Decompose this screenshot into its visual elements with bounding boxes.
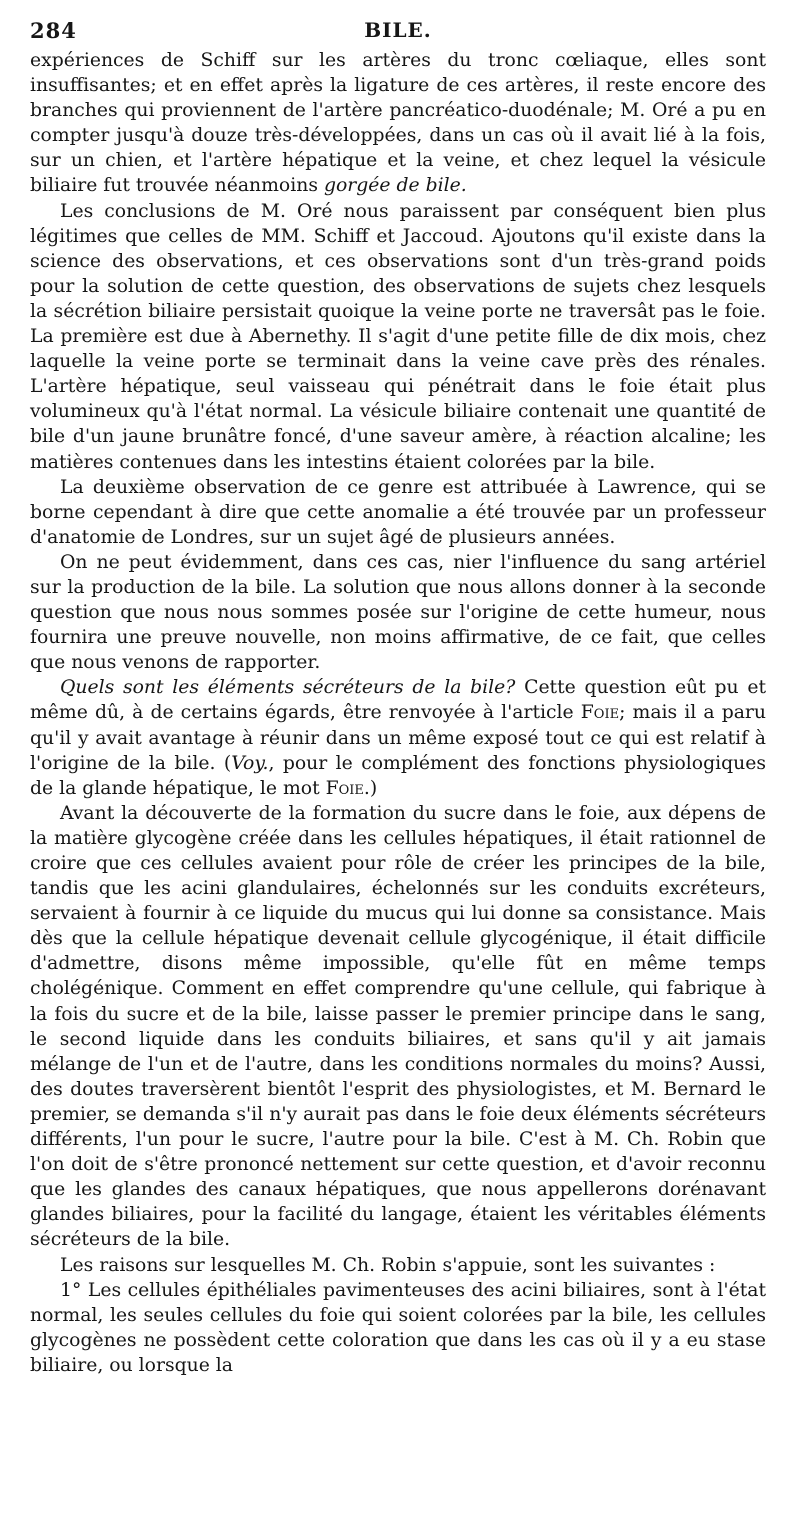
paragraph <box>30 475 766 550</box>
paragraph <box>30 1278 766 1378</box>
small-caps-text: Foie <box>325 777 364 799</box>
text-run: La deuxième observation de ce genre est attribuée à Lawrence, qui se borne cependant à dire que cette anomalie a été trouvée par un professeur d'anatomie de Londres, sur un sujet âgé de plusieurs années. <box>30 476 766 548</box>
text-run: ; mais il a paru qu'il y avait avantage à réunir dans un même exposé tout ce qui est relatif à l'origine de la bile. ( <box>30 702 766 774</box>
running-title: BILE. <box>364 18 432 42</box>
paragraph <box>30 675 766 800</box>
italic-text: Voy. <box>231 752 269 774</box>
text-run: .) <box>363 777 378 799</box>
paragraph <box>30 48 766 199</box>
paragraph <box>30 1253 766 1278</box>
text-run: On ne peut évidemment, dans ces cas, nier l'influence du sang artériel sur la production de la bile. La solution que nous allons donner à la seconde question que nous nous sommes posée sur l'origine de cette humeur, nous fournira une preuve nouvelle, non moins affirmative, de ce fait, que celles que nous venons de rapporter. <box>30 551 766 674</box>
small-caps-text: Foie <box>580 702 620 724</box>
paragraph <box>30 801 766 1253</box>
paragraph <box>30 550 766 675</box>
paragraph <box>30 199 766 475</box>
italic-text: gorgée de bile. <box>323 175 467 197</box>
text-run: expériences de Schiff sur les artères du tronc cœliaque, elles sont insuffisantes; et en effet après la ligature de ces artères, il reste encore des branches qui proviennent de l'artère pancréatico-duodénale; M. Oré a pu en compter jusqu'à douze très-développées, dans un cas où il avait lié à la fois, sur un chien, et l'artère hépatique et la veine, et chez lequel la vésicule biliaire fut trouvée néanmoins <box>30 50 766 197</box>
text-run: Cette question eût pu et même dû, à de certains égards, être renvoyée à l'article <box>30 677 766 724</box>
book-page <box>30 18 766 1378</box>
text-run: Les raisons sur lesquelles M. Ch. Robin s'appuie, sont les suivantes : <box>60 1254 716 1276</box>
text-run: Avant la découverte de la formation du sucre dans le foie, aux dépens de la matière glycogène créée dans les cellules hépatiques, il était rationnel de croire que ces cellules avaient pour rôle de créer les principes de la bile, tandis que les acini glandulaires, échelonnés sur les conduits excréteurs, servaient à fournir à ce liquide du mucus qui lui donne sa consistance. Mais dès que la cellule hépatique devenait cellule glycogénique, il était difficile d'admettre, disons même impossible, qu'elle fût en même temps cholégénique. Comment en effet comprendre qu'une cellule, qui fabrique à la fois du sucre et de la bile, laisse passer le premier principe dans le sang, le second liquide dans les conduits biliaires, et sans qu'il y ait jamais mélange de l'un et de l'autre, dans les conditions normales du moins? Aussi, des doutes traversèrent bientôt l'esprit des physiologistes, et M. Bernard le premier, se demanda s'il n'y aurait pas dans le foie deux éléments sécréteurs différents, l'un pour le sucre, l'autre pour la bile. C'est à M. Ch. Robin que l'on doit de s'être prononcé nettement sur cette question, et d'avoir reconnu que les glandes des canaux hépatiques, que nous appellerons dorénavant glandes biliaires, pour la facilité du langage, étaient les véritables éléments sécréteurs de la bile. <box>30 802 766 1251</box>
body-text <box>30 48 766 1378</box>
italic-text: Quels sont les éléments sécréteurs de la bile? <box>60 677 516 699</box>
text-run: 1° Les cellules épithéliales pavimenteuses des acini biliaires, sont à l'état normal, les seules cellules du foie qui soient colorées par la bile, les cellules glycogènes ne possèdent cette coloration que dans les cas où il y a eu stase biliaire, ou lorsque la <box>30 1279 766 1376</box>
page-number: 284 <box>30 18 77 43</box>
text-run: , pour le complément des fonctions physiologiques de la glande hépatique, le mot <box>30 752 766 799</box>
text-run: Les conclusions de M. Oré nous paraissent par conséquent bien plus légitimes que celles de MM. Schiff et Jaccoud. Ajoutons qu'il existe dans la science des observations, et ces observations sont d'un très-grand poids pour la solution de cette question, des observations de sujets chez lesquels la sécrétion biliaire persistait quoique la veine porte ne traversât pas le foie. La première est due à Abernethy. Il s'agit d'une petite fille de dix mois, chez laquelle la veine porte se terminait dans la veine cave près des rénales. L'artère hépatique, seul vaisseau qui pénétrait dans le foie était plus volumineux qu'à l'état normal. La vésicule biliaire contenait une quantité de bile d'un jaune brunâtre foncé, d'une saveur amère, à réaction alcaline; les matières contenues dans les intestins étaient colorées par la bile. <box>30 200 766 473</box>
page-header <box>30 18 766 48</box>
